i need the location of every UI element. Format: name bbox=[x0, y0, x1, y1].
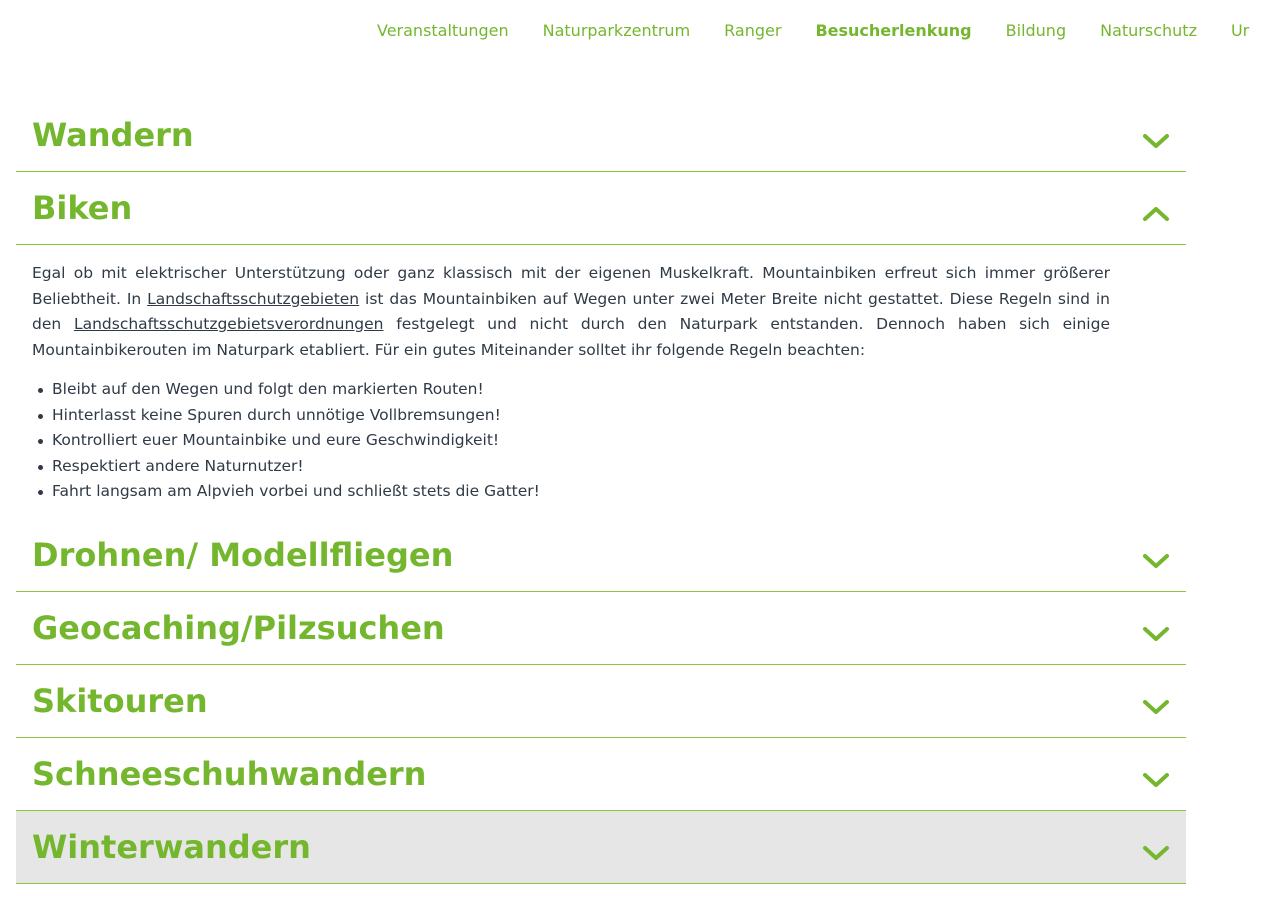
accordion-item-winterwandern bbox=[16, 811, 1186, 884]
chevron-down-icon bbox=[1142, 131, 1170, 151]
intro-text-3: festgelegt und nicht durch den Naturpark entstanden. Dennoch haben sich einige Mountainbikerouten im Naturpark etabliert. Für ein gutes Miteinander solltet ihr folgende Regeln beachten: bbox=[32, 315, 1110, 359]
accordion-header-geocaching[interactable] bbox=[16, 592, 1186, 664]
accordion-title: Geocaching/Pilzsuchen bbox=[32, 608, 445, 647]
intro-text-2: ist das Mountainbiken auf Wegen unter zwei Meter Breite nicht gestattet. Diese Regeln sind in den bbox=[32, 289, 1110, 333]
biken-rules-list bbox=[32, 377, 1110, 505]
accordion-item-schneeschuhwandern bbox=[16, 738, 1186, 811]
accordion-title: Wandern bbox=[32, 116, 194, 154]
list-item: Bleibt auf den Wegen und folgt den markierten Routen! bbox=[32, 377, 1110, 403]
accordion-header-biken[interactable] bbox=[16, 172, 1186, 244]
nav-item-veranstaltungen[interactable]: Veranstaltungen bbox=[377, 21, 509, 40]
intro-text-1: Egal ob mit elektrischer Unterstützung oder ganz klassisch mit der eigenen Muskelkraft. Mountainbiken erfreut sich immer größerer Beliebtheit. In bbox=[32, 264, 1110, 308]
accordion-item-biken bbox=[16, 172, 1186, 245]
accordion-item-wandern bbox=[16, 99, 1186, 172]
accordion-header-schneeschuhwandern[interactable] bbox=[16, 738, 1186, 810]
main-nav-list bbox=[377, 20, 1283, 42]
accordion-header-winterwandern[interactable] bbox=[16, 811, 1186, 883]
chevron-down-icon bbox=[1142, 770, 1170, 790]
accordion-item-drohnen bbox=[16, 519, 1186, 592]
accordion-body-biken bbox=[16, 245, 1186, 519]
nav-item-besucherlenkung[interactable]: Besucherlenkung bbox=[815, 21, 972, 40]
activities-accordion bbox=[16, 99, 1186, 884]
chevron-down-icon bbox=[1142, 697, 1170, 717]
accordion-header-skitouren[interactable] bbox=[16, 665, 1186, 737]
main-navigation bbox=[0, 0, 1250, 62]
chevron-up-icon bbox=[1142, 204, 1170, 224]
accordion-title: Skitouren bbox=[32, 681, 208, 720]
nav-item-bildung[interactable]: Bildung bbox=[1005, 21, 1067, 40]
nav-item-naturschutz[interactable]: Naturschutz bbox=[1100, 21, 1197, 40]
accordion-item-geocaching bbox=[16, 592, 1186, 665]
accordion-item-skitouren bbox=[16, 665, 1186, 738]
list-item: Respektiert andere Naturnutzer! bbox=[32, 454, 1110, 480]
link-landschaftsschutzgebietsverordnungen[interactable]: Landschaftsschutzgebietsverordnungen bbox=[73, 315, 384, 333]
list-item: Hinterlasst keine Spuren durch unnötige Vollbremsungen! bbox=[32, 403, 1110, 429]
chevron-down-icon bbox=[1142, 551, 1170, 571]
list-item: Fahrt langsam am Alpvieh vorbei und schließt stets die Gatter! bbox=[32, 479, 1110, 505]
nav-item-ranger[interactable]: Ranger bbox=[724, 21, 782, 40]
nav-item-truncated[interactable]: Ur bbox=[1230, 21, 1250, 40]
accordion-header-drohnen[interactable] bbox=[16, 519, 1186, 591]
list-item: Kontrolliert euer Mountainbike und eure Geschwindigkeit! bbox=[32, 428, 1110, 454]
accordion-header-wandern[interactable] bbox=[16, 99, 1186, 171]
chevron-down-icon bbox=[1142, 624, 1170, 644]
accordion-title: Winterwandern bbox=[32, 827, 311, 866]
chevron-down-icon bbox=[1142, 843, 1170, 863]
nav-item-naturparkzentrum[interactable]: Naturparkzentrum bbox=[542, 21, 691, 40]
accordion-title: Biken bbox=[32, 189, 133, 227]
biken-intro-paragraph bbox=[32, 261, 1110, 363]
accordion-title: Drohnen/ Modellfliegen bbox=[32, 535, 454, 574]
accordion-title: Schneeschuhwandern bbox=[32, 754, 427, 793]
link-landschaftsschutzgebiete[interactable]: Landschaftsschutzgebieten bbox=[147, 289, 360, 308]
